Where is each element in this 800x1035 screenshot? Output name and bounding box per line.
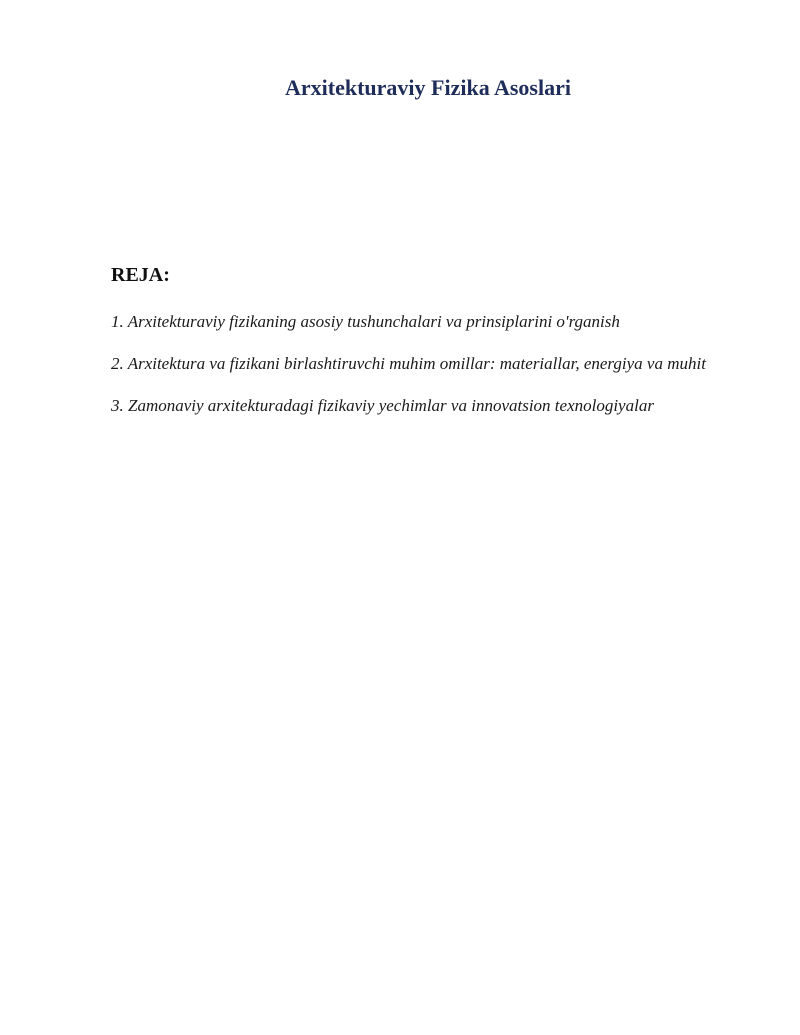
- document-title: Arxitekturaviy Fizika Asoslari: [285, 75, 571, 100]
- plan-item-3: 3. Zamonaviy arxitekturadagi fizikaviy yechimlar va innovatsion texnologiyalar: [111, 396, 654, 415]
- plan-item-2: 2. Arxitektura va fizikani birlashtiruvchi muhim omillar: materiallar, energiya va muhit: [111, 354, 706, 373]
- plan-heading: REJA:: [111, 264, 170, 286]
- plan-list: [111, 306, 721, 432]
- plan-item-1: 1. Arxitekturaviy fizikaning asosiy tushunchalari va prinsiplarini o'rganish: [111, 312, 620, 331]
